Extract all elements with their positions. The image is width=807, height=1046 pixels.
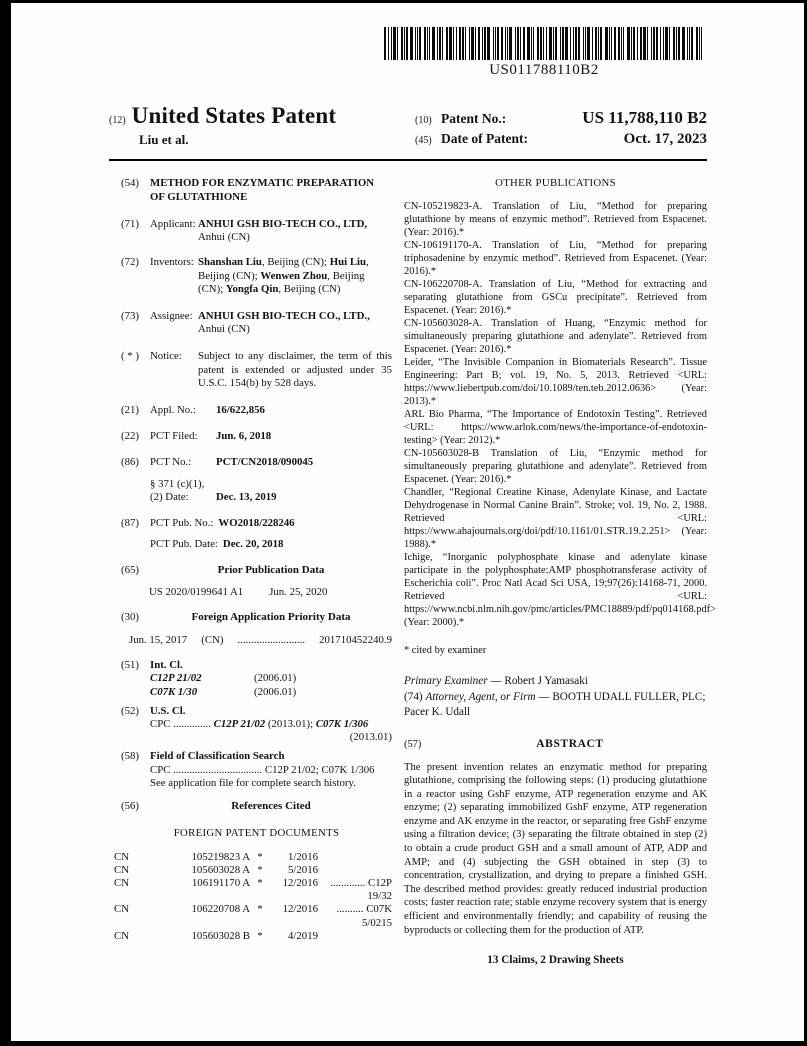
int-cl-version: (2006.01) — [254, 672, 297, 685]
abstract-text: The present invention relates an enzymatic method for preparing glutathione, comprising the following steps: (1) producing glutathione in a reactor using GshF enzyme, ATP regeneration enzyme and AK enzyme; (2) separating immobilized GshF enzyme, ATP regeneration enzyme and AK enzyme in the reactor, or separating free GshF enzyme using a filtration device; (3) separating the filtrate obtained in step (2) to obtain a crude product GSH and a small amount of ATP, ADP and AMP; and (4) subjecting the GSH obtained in step (3) to concentration, crystallization, and drying to prepare a finished GSH. The described method provides: greatly reduced industrial production costs; faster reaction rate; stable enzyme recovery system that is energy efficient and environmentally friendly; and capability of reusing the byproducts or collecting them for the production of ATP. — [404, 761, 707, 936]
priority-number: 201710452240.9 — [319, 634, 392, 647]
field-56-heading: (56) References Cited — [121, 800, 392, 813]
field-52-heading: (52) U.S. Cl. — [121, 704, 186, 717]
references-cited-heading: References Cited — [231, 800, 311, 813]
publication-ref: CN-106191170-A. Translation of Liu, “Method for preparing triphosadenine by enzymic method”. Retrieved from Espacenet. (Year: 2016).* — [404, 240, 707, 277]
foreign-patent-table — [114, 851, 392, 943]
int-cl-heading: Int. Cl. — [150, 659, 183, 672]
right-column — [404, 177, 716, 967]
notice-text: Subject to any disclaimer, the term of this patent is extended or adjusted under 35 U.S.C. 154(b) by 528 days. — [198, 350, 392, 389]
country-code: CN — [114, 929, 129, 942]
pct-no-value: PCT/CN2018/090045 — [216, 456, 314, 469]
pct-pub-no-value: WO2018/228246 — [218, 517, 295, 530]
field-71-applicant: (71) Applicant: ANHUI GSH BIO-TECH CO., LTD, Anhui (CN) — [121, 218, 392, 244]
notice-label: Notice: — [150, 350, 182, 363]
header-divider — [109, 159, 707, 161]
other-publications-heading: OTHER PUBLICATIONS — [495, 177, 616, 189]
table-row — [114, 877, 392, 903]
prior-publication-entry — [121, 586, 392, 599]
us-cl-heading: U.S. Cl. — [150, 704, 186, 717]
priority-date: Jun. 15, 2017 — [129, 634, 188, 647]
attorney-num: (74) — [404, 690, 423, 703]
publication-ref: CN-105603028-A. Translation of Huang, “Enzymic method for simultaneously preparing glutathione and adenylate”. Retrieved from Espacenet. (Year: 2016).* — [404, 318, 707, 355]
cpc-class-2: C07K 1/306 — [315, 718, 369, 731]
pct-filed-value: Jun. 6, 2018 — [216, 430, 272, 443]
publication-ref: Chandler, “Regional Creatine Kinase, Adenylate Kinase, and Lactate Dehydrogenase in Normal Canine Brain”. Stroke; vol. 19, No. 2, 1988. Retrieved <URL: https://www.ahajournals.org/doi/pdf/10.1161/01.STR.19.2.251> (Year: 1988).* — [404, 487, 707, 550]
pct-no-label: PCT No.: — [150, 456, 192, 469]
cpc-label: CPC — [150, 718, 171, 731]
prior-pub-number: US 2020/0199641 A1 — [149, 585, 244, 598]
claims-summary: 13 Claims, 2 Drawing Sheets — [487, 954, 624, 967]
pct-pub-no-label: PCT Pub. No.: — [150, 517, 214, 530]
country-code: CN — [114, 850, 129, 863]
primary-examiner-label: Primary Examiner — [404, 675, 488, 687]
table-row — [114, 851, 392, 864]
document-date: 12/2016 — [282, 876, 318, 889]
document-class — [318, 864, 392, 877]
cited-star: * — [257, 876, 263, 889]
inventors-label: Inventors: — [150, 256, 194, 269]
field-22-pct-filed: (22) PCT Filed: Jun. 6, 2018 — [121, 430, 392, 443]
field-58-heading: (58) Field of Classification Search — [121, 750, 285, 763]
foreign-patent-documents-heading: FOREIGN PATENT DOCUMENTS — [173, 827, 340, 840]
cited-star: * — [257, 850, 263, 863]
country-code: CN — [114, 903, 129, 916]
foreign-priority-heading: Foreign Application Priority Data — [191, 610, 351, 623]
cpc-class-1: C12P 21/02 — [213, 718, 266, 731]
page-title: United States Patent — [131, 103, 337, 128]
barcode-icon — [383, 27, 705, 60]
pct-pub-date-value: Dec. 20, 2018 — [222, 538, 284, 551]
cited-star: * — [257, 863, 263, 876]
abstract-heading: ABSTRACT — [536, 737, 604, 750]
document-date: 5/2016 — [288, 863, 318, 876]
field-search-cpc-line: CPC ................................. C12P 21/02; C07K 1/306 — [150, 763, 375, 776]
field-search-heading: Field of Classification Search — [150, 750, 285, 763]
inventors-value: Shanshan Liu, Beijing (CN); Hui Liu, Beijing (CN); Wenwen Zhou, Beijing (CN); Yongfa Qin, Beijing (CN) — [198, 256, 369, 295]
field-30-heading: (30) Foreign Application Priority Data — [121, 611, 392, 624]
prior-pub-date: Jun. 25, 2020 — [269, 585, 328, 598]
prior-publication-heading: Prior Publication Data — [217, 564, 325, 577]
field-51-heading: (51) Int. Cl. — [121, 659, 183, 672]
publication-ref: ARL Bio Pharma, “The Importance of Endotoxin Testing”. Retrieved <URL: https://www.arlok.com/news/the-importance-of-endotoxin-testing> (Year: 2012).* — [404, 409, 707, 446]
document-date: 12/2016 — [282, 903, 318, 916]
cited-star: * — [257, 929, 263, 942]
attorney-value: BOOTH UDALL FULLER, PLC; Pacer K. Udall — [404, 690, 706, 718]
barcode-block — [383, 27, 705, 79]
document-number: 106220708 A — [191, 903, 250, 916]
priority-country: (CN) — [201, 634, 224, 647]
document-class: .......... C07K 5/0215 — [336, 903, 392, 929]
patent-no-label: Patent No.: — [441, 111, 507, 126]
int-cl-entry — [150, 672, 392, 685]
cpc-version-1: (2013.01); — [267, 718, 314, 731]
document-number: 105603028 B — [191, 929, 250, 942]
table-row — [114, 930, 392, 943]
int-cl-class: C12P 21/02 — [150, 672, 202, 685]
header-left — [109, 103, 336, 151]
examiner-block: Primary Examiner — Robert J Yamasaki (74) Attorney, Agent, or Firm — BOOTH UDALL FULLER, PLC; Pacer K. Udall — [404, 675, 706, 718]
document-header — [109, 103, 707, 151]
document-number: 105603028 A — [191, 863, 250, 876]
document-class: ............. C12P 19/32 — [330, 876, 392, 903]
field-65-heading: (65) Prior Publication Data — [121, 564, 392, 577]
cited-star: * — [257, 903, 263, 916]
field-21-appl-no: (21) Appl. No.: 16/622,856 — [121, 404, 392, 417]
publication-ref: CN-106220708-A. Translation of Liu, “Method for extracting and separating glutathione from GSCu precipitate”. Retrieved from Espacenet. (Year: 2016).* — [404, 279, 707, 316]
section-371-line: § 371 (c)(1), — [150, 477, 205, 490]
int-cl-version: (2006.01) — [254, 685, 297, 698]
document-number: 105219823 A — [191, 850, 250, 863]
kind-code-num: (12) — [109, 115, 126, 126]
abstract-heading-row — [404, 738, 707, 751]
attorney-label: Attorney, Agent, or Firm — [425, 690, 536, 703]
document-date: 4/2019 — [288, 929, 318, 942]
publication-ref: Leider, “The Invisible Companion in Biomaterials Research”. Tissue Engineering: Part B; vol. 19, No. 5, 2013. Retrieved <URL: https://www.liebertpub.com/doi/10.1089/ten.teb.2012.0636> (Year: 2013).* — [404, 357, 707, 407]
date-of-patent-num: (45) — [415, 135, 432, 146]
us-cl-cpc-entry — [150, 718, 392, 744]
priority-dots: ......................... — [237, 634, 306, 647]
document-class — [318, 930, 392, 943]
assignee-value: ANHUI GSH BIO-TECH CO., LTD., Anhui (CN) — [198, 310, 370, 336]
patent-no-num: (10) — [415, 115, 432, 126]
assignee-label: Assignee: — [150, 310, 193, 323]
patent-no-value: US 11,788,110 B2 — [582, 108, 707, 127]
left-column — [109, 177, 392, 967]
field-72-inventors: (72) Inventors: Shanshan Liu, Beijing (CN); Hui Liu, Beijing (CN); Wenwen Zhou, Beijing (CN); Yongfa Qin, Beijing (CN) — [121, 256, 392, 296]
appl-no-label: Appl. No.: — [150, 404, 196, 417]
barcode-text: US011788110B2 — [489, 62, 599, 78]
document-class — [318, 851, 392, 864]
inventor-short-line: Liu et al. — [139, 132, 189, 147]
field-notice: ( * ) Notice: Subject to any disclaimer, the term of this patent is extended or adjusted under 35 U.S.C. 154(b) by 528 days. — [121, 350, 392, 389]
cpc-version-2: (2013.01) — [349, 731, 392, 744]
invention-title: METHOD FOR ENZYMATIC PREPARATION OF GLUTATHIONE — [150, 177, 375, 203]
country-code: CN — [114, 863, 129, 876]
cpc-dots: .............. — [173, 718, 211, 731]
table-row — [114, 864, 392, 877]
foreign-priority-entry — [121, 634, 392, 647]
field-73-assignee: (73) Assignee: ANHUI GSH BIO-TECH CO., LTD., Anhui (CN) — [121, 310, 392, 336]
appl-no-value: 16/622,856 — [216, 404, 265, 417]
date-of-patent-value: Oct. 17, 2023 — [623, 131, 707, 147]
publication-ref: CN-105219823-A. Translation of Liu, “Method for preparing glutathione by means of enzymic method”. Retrieved from Espacenet. (Year: 2016).* — [404, 201, 707, 238]
header-right — [415, 103, 707, 151]
publication-ref: CN-105603028-B Translation of Liu, “Enzymic method for simultaneously preparing glutathione and adenylate”. Retrieved from Espacenet. (Year: 2016).* — [404, 448, 707, 485]
date-371-value: Dec. 13, 2019 — [216, 490, 277, 503]
abstract-num: (57) — [404, 738, 422, 750]
document-date: 1/2016 — [288, 850, 318, 863]
date-of-patent-label: Date of Patent: — [441, 131, 528, 146]
field-87-pct-pub: (87) PCT Pub. No.: WO2018/228246 PCT Pub. Date: Dec. 20, 2018 — [121, 517, 295, 551]
int-cl-entry — [150, 686, 392, 699]
applicant-label: Applicant: — [150, 218, 196, 230]
patent-front-page — [11, 3, 804, 1041]
field-search-note: See application file for complete search history. — [150, 776, 356, 789]
pct-filed-label: PCT Filed: — [150, 430, 198, 443]
primary-examiner-value: Robert J Yamasaki — [504, 675, 588, 687]
cited-by-examiner-note: * cited by examiner — [404, 645, 487, 656]
document-number: 106191170 A — [191, 876, 250, 889]
publication-ref: Ichige, “Inorganic polyphosphate kinase and adenylate kinase participate in the polyphosphate:AMP phosphotransferase activity of Escherichia coli”. Proc Natl Acad Sci USA, 19;97(26):14168-71, 2000. Retrieved <URL: https://www.ncbi.nlm.nih.gov/pmc/articles/PMC18889/pdf/pq014168.pdf> (Year: 2000).* — [404, 552, 716, 628]
pct-pub-date-label: PCT Pub. Date: — [150, 538, 218, 551]
field-54-title: (54) METHOD FOR ENZYMATIC PREPARATION OF GLUTATHIONE — [121, 177, 392, 204]
applicant-value: ANHUI GSH BIO-TECH CO., LTD, Anhui (CN) — [198, 218, 368, 244]
country-code: CN — [114, 876, 129, 889]
table-row — [114, 903, 392, 929]
field-86-pct-no: (86) PCT No.: PCT/CN2018/090045 § 371 (c)(1), (2) Date: Dec. 13, 2019 — [121, 456, 392, 504]
date-371-label: (2) Date: — [150, 490, 189, 503]
int-cl-class: C07K 1/30 — [150, 685, 198, 698]
